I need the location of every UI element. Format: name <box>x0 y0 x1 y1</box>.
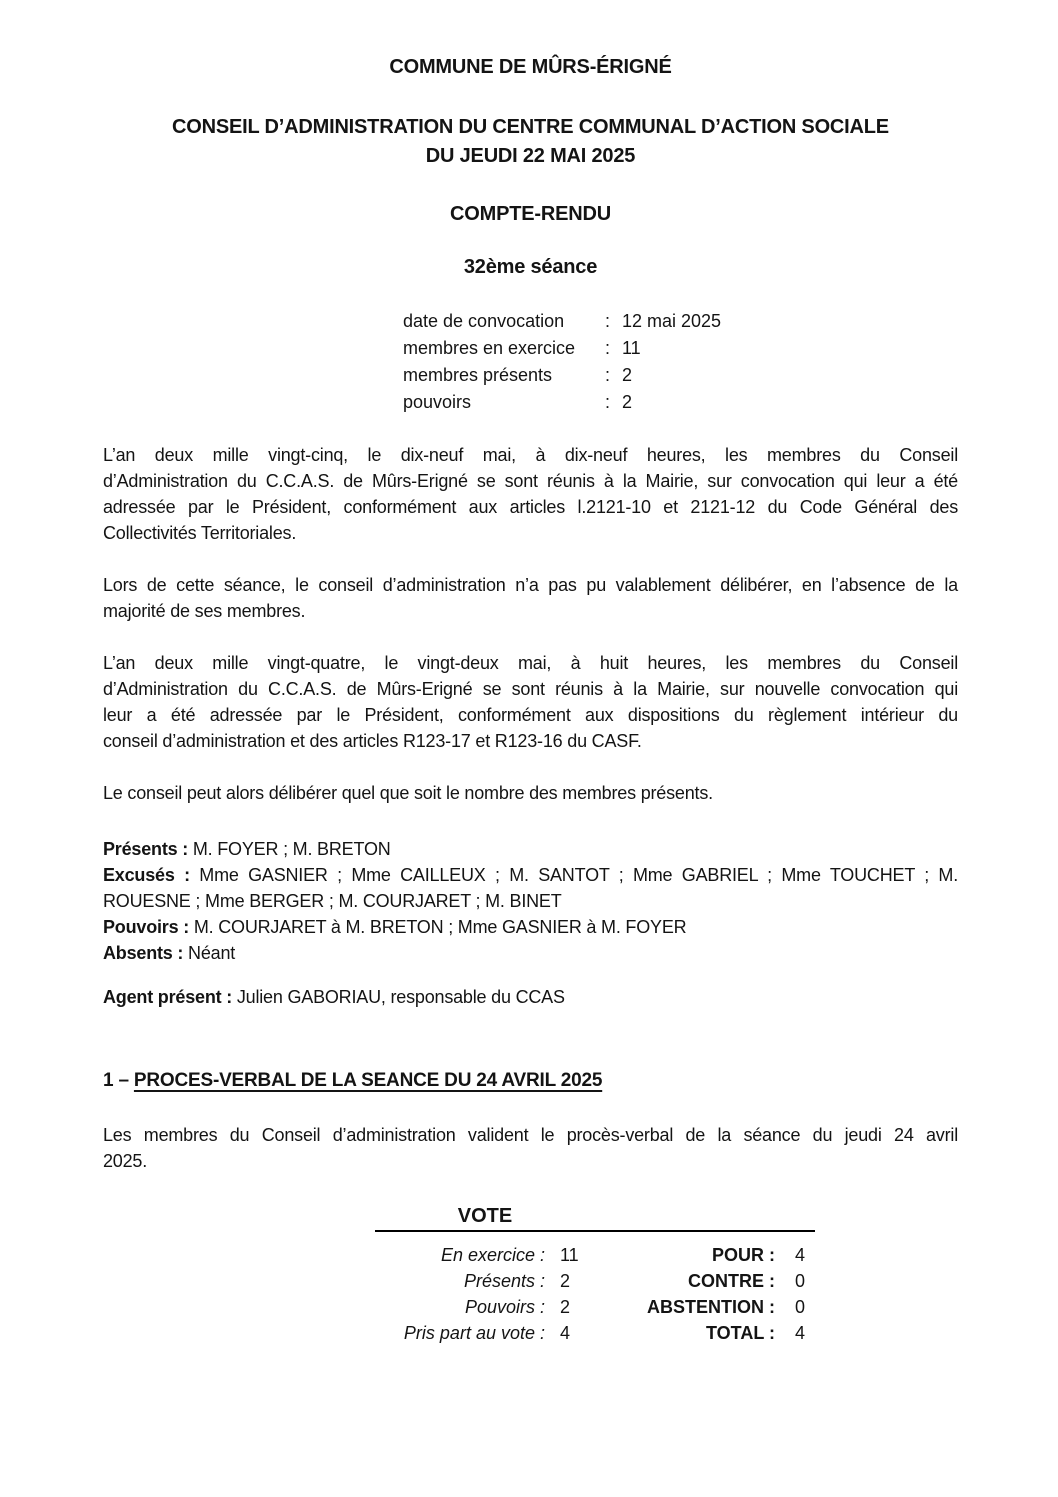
paragraph-second-convocation <box>103 650 958 754</box>
vote-value: 4 <box>795 1323 806 1343</box>
excuses-line-2: ROUESNE ; Mme BERGER ; M. COURJARET ; M. BINET <box>103 891 562 911</box>
text-line: Le conseil peut alors délibérer quel que soit le nombre des membres présents. <box>103 783 713 803</box>
text-line: d’Administration du C.C.A.S. de Mûrs-Erigné se sont réunis à la Mairie, sur convocation qui leur a été <box>103 471 958 491</box>
text-line: leur a été adressée par le Président, conformément aux dispositions du règlement intérieur du <box>103 705 958 725</box>
vote-label: En exercice : <box>440 1245 545 1265</box>
convocation-label: date de convocation <box>403 311 565 331</box>
text-line: Lors de cette séance, le conseil d’administration n’a pas pu valablement délibérer, en l’absence de la <box>103 575 958 595</box>
convocation-label: pouvoirs <box>403 392 472 412</box>
absents-label: Absents : <box>103 943 184 963</box>
text-line: L’an deux mille vingt-quatre, le vingt-deux mai, à huit heures, les membres du Conseil <box>103 653 958 673</box>
text-line: majorité de ses membres. <box>103 601 306 621</box>
section-1-paragraph <box>103 1122 958 1174</box>
vote-value: 11 <box>560 1245 579 1265</box>
vote-value: 4 <box>560 1323 571 1343</box>
convocation-value: 2 <box>622 392 633 412</box>
council-title-line2: DU JEUDI 22 MAI 2025 <box>425 145 636 167</box>
convocation-value: 12 mai 2025 <box>622 311 722 331</box>
vote-label: Pouvoirs : <box>464 1297 545 1317</box>
convocation-value: 2 <box>622 365 633 385</box>
section-1-number: 1 – <box>103 1070 129 1091</box>
text-line: adressée par le Président, conformément aux articles l.2121-10 et 2121-12 du Code Général des <box>103 497 958 517</box>
text-line: 2025. <box>103 1151 148 1171</box>
vote-value: 4 <box>795 1245 806 1265</box>
commune-title: COMMUNE DE MÛRS-ÉRIGNÉ <box>389 56 672 78</box>
vote-label: Pris part au vote : <box>403 1323 545 1343</box>
convocation-label: membres en exercice <box>403 338 576 358</box>
excuses-names-1: Mme GASNIER ; Mme CAILLEUX ; M. SANTOT ; Mme GABRIEL ; Mme TOUCHET ; M. <box>199 865 959 885</box>
vote-label: Présents : <box>463 1271 545 1291</box>
convocation-colon: : <box>605 338 611 358</box>
excuses-label: Excusés : <box>103 865 190 885</box>
convocation-label: membres présents <box>403 365 553 385</box>
text-line: Les membres du Conseil d’administration valident le procès-verbal de la séance du jeudi 24 avril <box>103 1125 958 1145</box>
session-title: 32ème séance <box>463 256 598 278</box>
paragraph-opening-2025 <box>103 442 958 546</box>
section-1-title: PROCES-VERBAL DE LA SEANCE DU 24 AVRIL 2025 <box>133 1070 603 1091</box>
vote-label: POUR : <box>712 1245 775 1265</box>
vote-value: 2 <box>560 1271 571 1291</box>
agent-label: Agent présent : <box>103 987 233 1007</box>
convocation-row <box>403 389 958 416</box>
vote-title: VOTE <box>457 1205 513 1227</box>
text-line: conseil d’administration et des articles R123-17 et R123-16 du CASF. <box>103 731 642 751</box>
vote-value: 0 <box>795 1297 806 1317</box>
convocation-colon: : <box>605 311 611 331</box>
absents-line <box>103 940 958 966</box>
pouvoirs-label: Pouvoirs : <box>103 917 190 937</box>
vote-table <box>375 1204 958 1346</box>
convocation-colon: : <box>605 365 611 385</box>
vote-value: 0 <box>795 1271 806 1291</box>
convocation-value: 11 <box>622 338 641 358</box>
convocation-block <box>403 308 958 416</box>
convocation-row <box>403 335 958 362</box>
convocation-row <box>403 362 958 389</box>
section-1-heading <box>103 1068 958 1094</box>
agent-line <box>103 984 958 1010</box>
agent-name: Julien GABORIAU, responsable du CCAS <box>236 987 565 1007</box>
vote-value: 2 <box>560 1297 571 1317</box>
council-title-line1: CONSEIL D’ADMINISTRATION DU CENTRE COMMUNAL D’ACTION SOCIALE <box>172 116 889 138</box>
presents-names: M. FOYER ; M. BRETON <box>192 839 391 859</box>
text-line: L’an deux mille vingt-cinq, le dix-neuf mai, à dix-neuf heures, les membres du Conseil <box>103 445 958 465</box>
vote-label: ABSTENTION : <box>647 1297 775 1317</box>
vote-label: TOTAL : <box>706 1323 775 1343</box>
vote-grid <box>375 1230 815 1346</box>
presents-label: Présents : <box>103 839 189 859</box>
convocation-colon: : <box>605 392 611 412</box>
council-title <box>103 113 958 171</box>
convocation-row <box>403 308 958 335</box>
vote-label: CONTRE : <box>688 1271 775 1291</box>
absents-names: Néant <box>188 943 236 963</box>
excuses-line-1 <box>103 862 958 888</box>
paragraph-deliberation-rule <box>103 780 958 806</box>
presents-line <box>103 836 958 862</box>
attendance-block <box>103 836 958 966</box>
doc-type-title: COMPTE-RENDU <box>450 203 611 225</box>
text-line: d’Administration du C.C.A.S. de Mûrs-Erigné se sont réunis à la Mairie, sur nouvelle convocation qui <box>103 679 958 699</box>
pouvoirs-names: M. COURJARET à M. BRETON ; Mme GASNIER à M. FOYER <box>193 917 687 937</box>
paragraph-no-quorum <box>103 572 958 624</box>
text-line: Collectivités Territoriales. <box>103 523 297 543</box>
pouvoirs-line <box>103 914 958 940</box>
